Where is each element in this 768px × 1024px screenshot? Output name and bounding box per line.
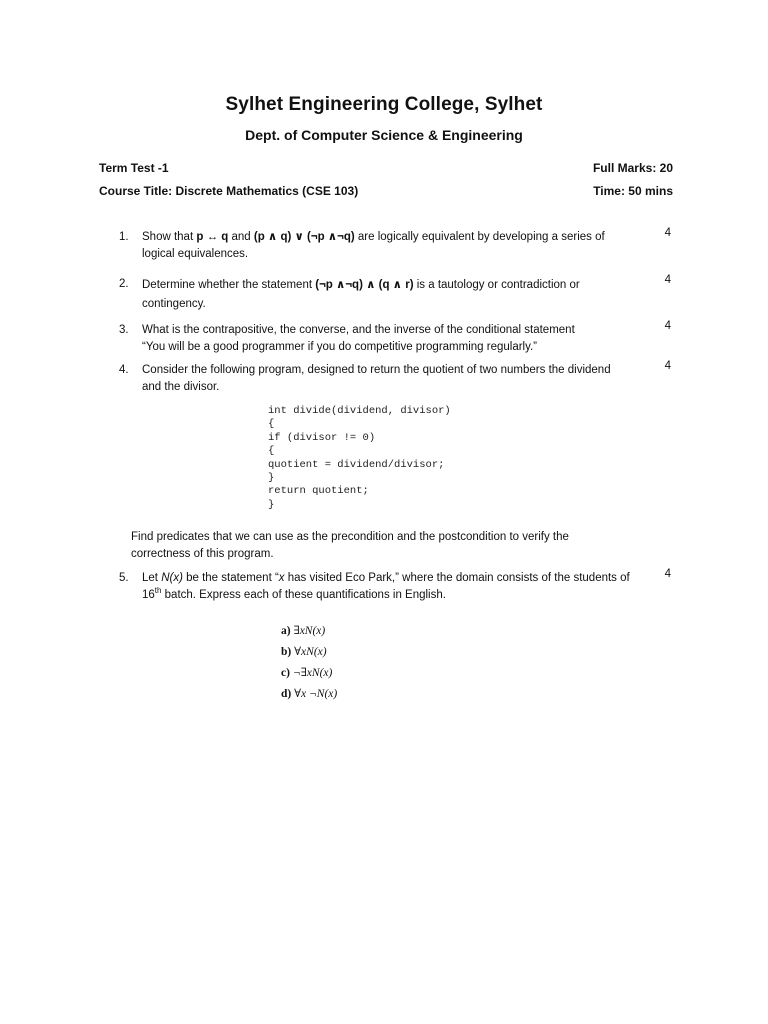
question-number: 4.	[119, 364, 129, 376]
question-4-followup: Find predicates that we can use as the precondition and the postcondition to verify the correctness of this program.	[131, 531, 569, 560]
code-line: {	[268, 418, 275, 431]
code-line: }	[268, 498, 275, 511]
full-marks: Full Marks: 20	[592, 161, 673, 175]
code-line: if (divisor != 0)	[268, 431, 376, 444]
question-text: Determine whether the statement (¬p ∧¬q) ∧ (q ∧ r) is a tautology or contradiction or contingency.	[142, 279, 580, 310]
question-number: 5.	[119, 572, 129, 584]
code-line: {	[268, 445, 275, 458]
code-line: quotient = dividend/divisor;	[268, 458, 445, 471]
question-number: 1.	[119, 231, 129, 243]
question-marks: 4	[664, 360, 671, 372]
question-marks: 4	[664, 227, 671, 239]
time-limit: Time: 50 mins	[593, 184, 673, 198]
code-line: int divide(dividend, divisor)	[268, 405, 451, 417]
option-a: a) ∃xN(x)	[281, 625, 326, 637]
course-title: Course Title: Discrete Mathematics (CSE 103)	[99, 184, 359, 198]
option-c: c) ¬∃xN(x)	[281, 667, 333, 679]
question-number: 3.	[119, 324, 129, 336]
test-name: Term Test -1	[99, 161, 169, 175]
code-line: }	[268, 472, 275, 485]
question-text: Let N(x) be the statement “x has visited Eco Park,” where the domain consists of the students of 16th batch. Express each of these quantifications in English.	[142, 572, 630, 601]
question-marks: 4	[664, 320, 671, 332]
department-title: Dept. of Computer Science & Engineering	[245, 127, 523, 143]
code-block	[268, 405, 451, 512]
option-d: d) ∀x ¬N(x)	[281, 688, 338, 700]
quantification-options	[281, 621, 337, 705]
question-number: 2.	[119, 278, 129, 290]
question-text: Show that p ↔ q and (p ∧ q) ∨ (¬p ∧¬q) are logically equivalent by developing a series of logical equivalences.	[142, 231, 605, 260]
question-text: What is the contrapositive, the converse, and the inverse of the conditional statement “You will be a good programmer if you do competitive programming regularly.”	[142, 324, 575, 353]
code-line: return quotient;	[268, 485, 369, 498]
option-b: b) ∀xN(x)	[281, 646, 327, 658]
college-title: Sylhet Engineering College, Sylhet	[225, 94, 543, 115]
question-text: Consider the following program, designed to return the quotient of two numbers the dividend and the divisor.	[142, 364, 611, 393]
question-marks: 4	[664, 274, 671, 286]
question-marks: 4	[664, 568, 671, 580]
